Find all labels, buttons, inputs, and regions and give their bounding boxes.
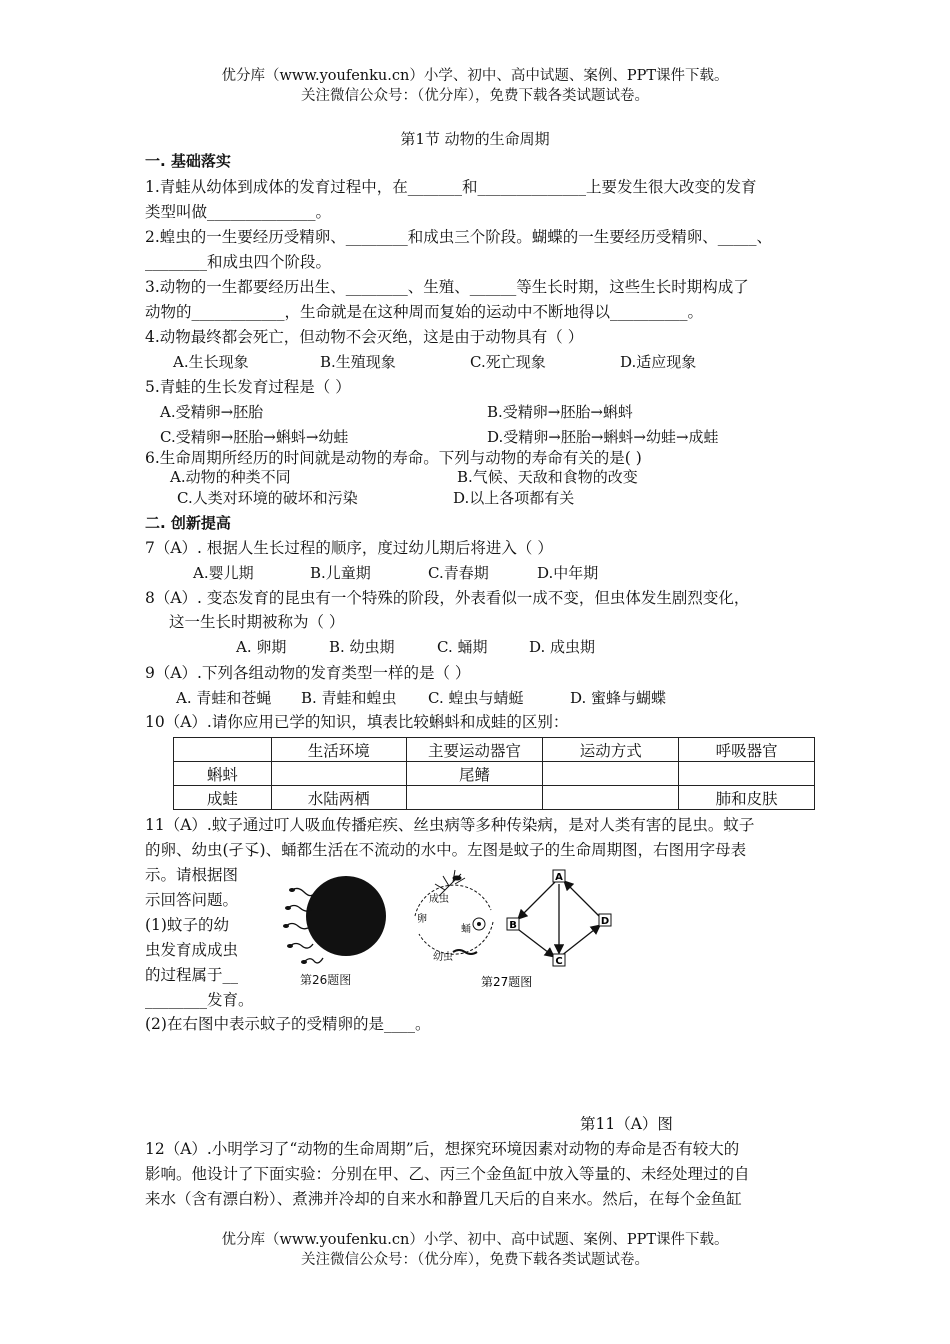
figure-27-caption: 第27题图 bbox=[481, 975, 533, 989]
q4-option-b: B.生殖现象 bbox=[320, 353, 396, 371]
table-cell: 尾鳍 bbox=[406, 762, 543, 786]
page-header bbox=[0, 66, 950, 106]
node-c bbox=[553, 954, 565, 967]
q5-stem: 5.青蛙的生长发育过程是（ ） bbox=[145, 378, 351, 396]
footer-line-1: 优分库（www.youfenku.cn）小学、初中、高中试题、案例、PPT课件下载。 bbox=[221, 1232, 729, 1248]
q8-option-a: A. 卵期 bbox=[236, 638, 287, 656]
q3-line-2: 动物的____________，生命就是在这种周而复始的运动中不断地得以__________。 bbox=[145, 303, 704, 321]
footer-line-2: 关注微信公众号：（优分库），免费下载各类试题试卷。 bbox=[301, 1252, 649, 1268]
q2-line-1: 2.蝗虫的一生要经历受精卵、________和成虫三个阶段。蝴蝶的一生要经历受精卵、_____、 bbox=[145, 228, 773, 246]
table-cell: 蝌蚪 bbox=[174, 762, 272, 786]
table-header-cell: 生活环境 bbox=[271, 738, 406, 762]
table-cell: 肺和皮肤 bbox=[679, 786, 815, 810]
table-cell[interactable] bbox=[543, 786, 679, 810]
table-header-cell: 主要运动器官 bbox=[406, 738, 543, 762]
q2-line-2: ________和成虫四个阶段。 bbox=[145, 253, 332, 271]
q8-option-b: B. 幼虫期 bbox=[329, 638, 395, 656]
svg-text:C: C bbox=[555, 956, 563, 967]
q5-option-d: D.受精卵→胚胎→蝌蚪→幼蛙→成蛙 bbox=[487, 428, 719, 446]
q1-line-1: 1.青蛙从幼体到成体的发育过程中，在_______和______________上要发生很大改变的发育 bbox=[145, 178, 757, 196]
q8-line-1: 8（A）. 变态发育的昆虫有一个特殊的阶段，外表看似一成不变，但虫体发生剧烈变化， bbox=[145, 589, 750, 607]
section-heading-2: 二. 创新提高 bbox=[145, 514, 231, 532]
mosquito-life-cycle-figure bbox=[395, 860, 505, 970]
q7-option-d: D.中年期 bbox=[537, 564, 599, 582]
q4-option-d: D.适应现象 bbox=[620, 353, 697, 371]
table-cell[interactable] bbox=[679, 762, 815, 786]
q6-option-b: B.气候、天敌和食物的改变 bbox=[457, 468, 638, 486]
q6-option-c: C.人类对环境的破坏和污染 bbox=[177, 489, 358, 507]
figure-27 bbox=[481, 868, 625, 998]
q1-line-2: 类型叫做______________。 bbox=[145, 203, 332, 221]
cycle-arrows bbox=[519, 882, 599, 956]
q11-line-8: ________发育。 bbox=[145, 991, 254, 1009]
q12-line-1: 12（A）.小明学习了“动物的生命周期”后，想探究环境因素对动物的寿命是否有较大的 bbox=[145, 1140, 740, 1158]
q7-option-a: A.婴儿期 bbox=[193, 564, 254, 582]
figure-11-caption: 第11（A）图 bbox=[580, 1115, 673, 1133]
figure-26-caption: 第26题图 bbox=[300, 973, 352, 987]
q8-option-c: C. 蛹期 bbox=[437, 638, 488, 656]
table-cell: 水陆两栖 bbox=[271, 786, 406, 810]
q11-line-1: 11（A）.蚊子通过叮人吸血传播疟疾、丝虫病等多种传染病，是对人类有害的昆虫。蚊子 bbox=[145, 816, 755, 834]
q4-stem: 4.动物最终都会死亡，但动物不会灭绝，这是由于动物具有（ ） bbox=[145, 328, 584, 346]
section-heading-1: 一. 基础落实 bbox=[145, 152, 231, 170]
node-a bbox=[553, 870, 565, 883]
q9-option-d: D. 蜜蜂与蝴蝶 bbox=[570, 689, 667, 707]
q11-line-5: (1)蚊子的幼 bbox=[145, 916, 229, 934]
q11-line-2: 的卵、幼虫(孑孓)、蛹都生活在不流动的水中。左图是蚊子的生命周期图，右图用字母表 bbox=[145, 841, 747, 859]
q11-line-3: 示。请根据图 bbox=[145, 866, 239, 884]
table-header-cell: 呼吸器官 bbox=[679, 738, 815, 762]
q6-stem: 6.生命周期所经历的时间就是动物的寿命。下列与动物的寿命有关的是( ) bbox=[145, 449, 642, 467]
table-cell[interactable] bbox=[271, 762, 406, 786]
label-egg: 卵 bbox=[417, 914, 427, 925]
table-cell[interactable] bbox=[543, 762, 679, 786]
q11-line-7: 的过程属于__ bbox=[145, 966, 239, 984]
page-footer bbox=[0, 1230, 950, 1270]
table-cell: 成蛙 bbox=[174, 786, 272, 810]
q5-option-c: C.受精卵→胚胎→蝌蚪→幼蛙 bbox=[160, 428, 349, 446]
svg-text:B: B bbox=[509, 920, 517, 931]
table-row bbox=[174, 762, 815, 786]
node-b bbox=[507, 918, 519, 931]
node-d bbox=[599, 914, 611, 927]
label-adult: 成虫 bbox=[429, 894, 449, 905]
q12-line-2: 影响。他设计了下面实验：分别在甲、乙、丙三个金鱼缸中放入等量的、未经处理过的自 bbox=[145, 1165, 750, 1183]
q8-option-d: D. 成虫期 bbox=[529, 638, 596, 656]
q7-option-c: C.青春期 bbox=[428, 564, 489, 582]
q9-option-a: A. 青蛙和苍蝇 bbox=[176, 689, 272, 707]
svg-text:A: A bbox=[555, 872, 563, 883]
table-header-cell: 运动方式 bbox=[543, 738, 679, 762]
q9-option-c: C. 蝗虫与蜻蜓 bbox=[428, 689, 524, 707]
q11-line-4: 示回答问题。 bbox=[145, 891, 239, 909]
mosquito-icon bbox=[435, 870, 465, 896]
label-pupa: 蛹 bbox=[461, 924, 471, 935]
q4-option-c: C.死亡现象 bbox=[470, 353, 546, 371]
table-header-row bbox=[174, 738, 815, 762]
svg-text:D: D bbox=[600, 916, 610, 927]
figure-26 bbox=[270, 862, 390, 992]
q3-line-1: 3.动物的一生都要经历出生、________、生殖、______等生长时期，这些生长时期构成了 bbox=[145, 278, 749, 296]
q12-line-3: 来水（含有漂白粉）、煮沸并冷却的自来水和静置几天后的自来水。然后，在每个金鱼缸 bbox=[145, 1190, 742, 1208]
q8-line-2: 这一生长时期被称为（ ） bbox=[169, 613, 345, 631]
q6-option-a: A.动物的种类不同 bbox=[170, 468, 291, 486]
q9-stem: 9（A）.下列各组动物的发育类型一样的是（ ） bbox=[145, 664, 471, 682]
q5-option-a: A.受精卵→胚胎 bbox=[160, 403, 264, 421]
header-line-2: 关注微信公众号：（优分库），免费下载各类试题试卷。 bbox=[301, 88, 649, 104]
larva-icon bbox=[453, 950, 477, 954]
q7-option-b: B.儿童期 bbox=[310, 564, 371, 582]
q6-option-d: D.以上各项都有关 bbox=[453, 489, 575, 507]
q5-option-b: B.受精卵→胚胎→蝌蚪 bbox=[487, 403, 633, 421]
pupa-icon bbox=[473, 918, 485, 930]
egg-mass-illustration bbox=[283, 876, 386, 964]
label-larva: 幼虫 bbox=[433, 952, 453, 963]
comparison-table bbox=[173, 737, 815, 810]
page-title: 第1节 动物的生命周期 bbox=[400, 130, 550, 148]
table-header-cell bbox=[174, 738, 272, 762]
q11-line-6: 虫发育成成虫 bbox=[145, 941, 239, 959]
q4-option-a: A.生长现象 bbox=[173, 353, 249, 371]
q9-option-b: B. 青蛙和蝗虫 bbox=[301, 689, 397, 707]
table-row bbox=[174, 786, 815, 810]
header-line-1: 优分库（www.youfenku.cn）小学、初中、高中试题、案例、PPT课件下载。 bbox=[221, 68, 729, 84]
table-cell[interactable] bbox=[406, 786, 543, 810]
q11-line-9: (2)在右图中表示蚊子的受精卵的是____。 bbox=[145, 1015, 431, 1033]
q7-stem: 7（A）. 根据人生长过程的顺序，度过幼儿期后将进入（ ） bbox=[145, 539, 553, 557]
q10-stem: 10（A）.请你应用已学的知识，填表比较蝌蚪和成蛙的区别： bbox=[145, 713, 569, 731]
